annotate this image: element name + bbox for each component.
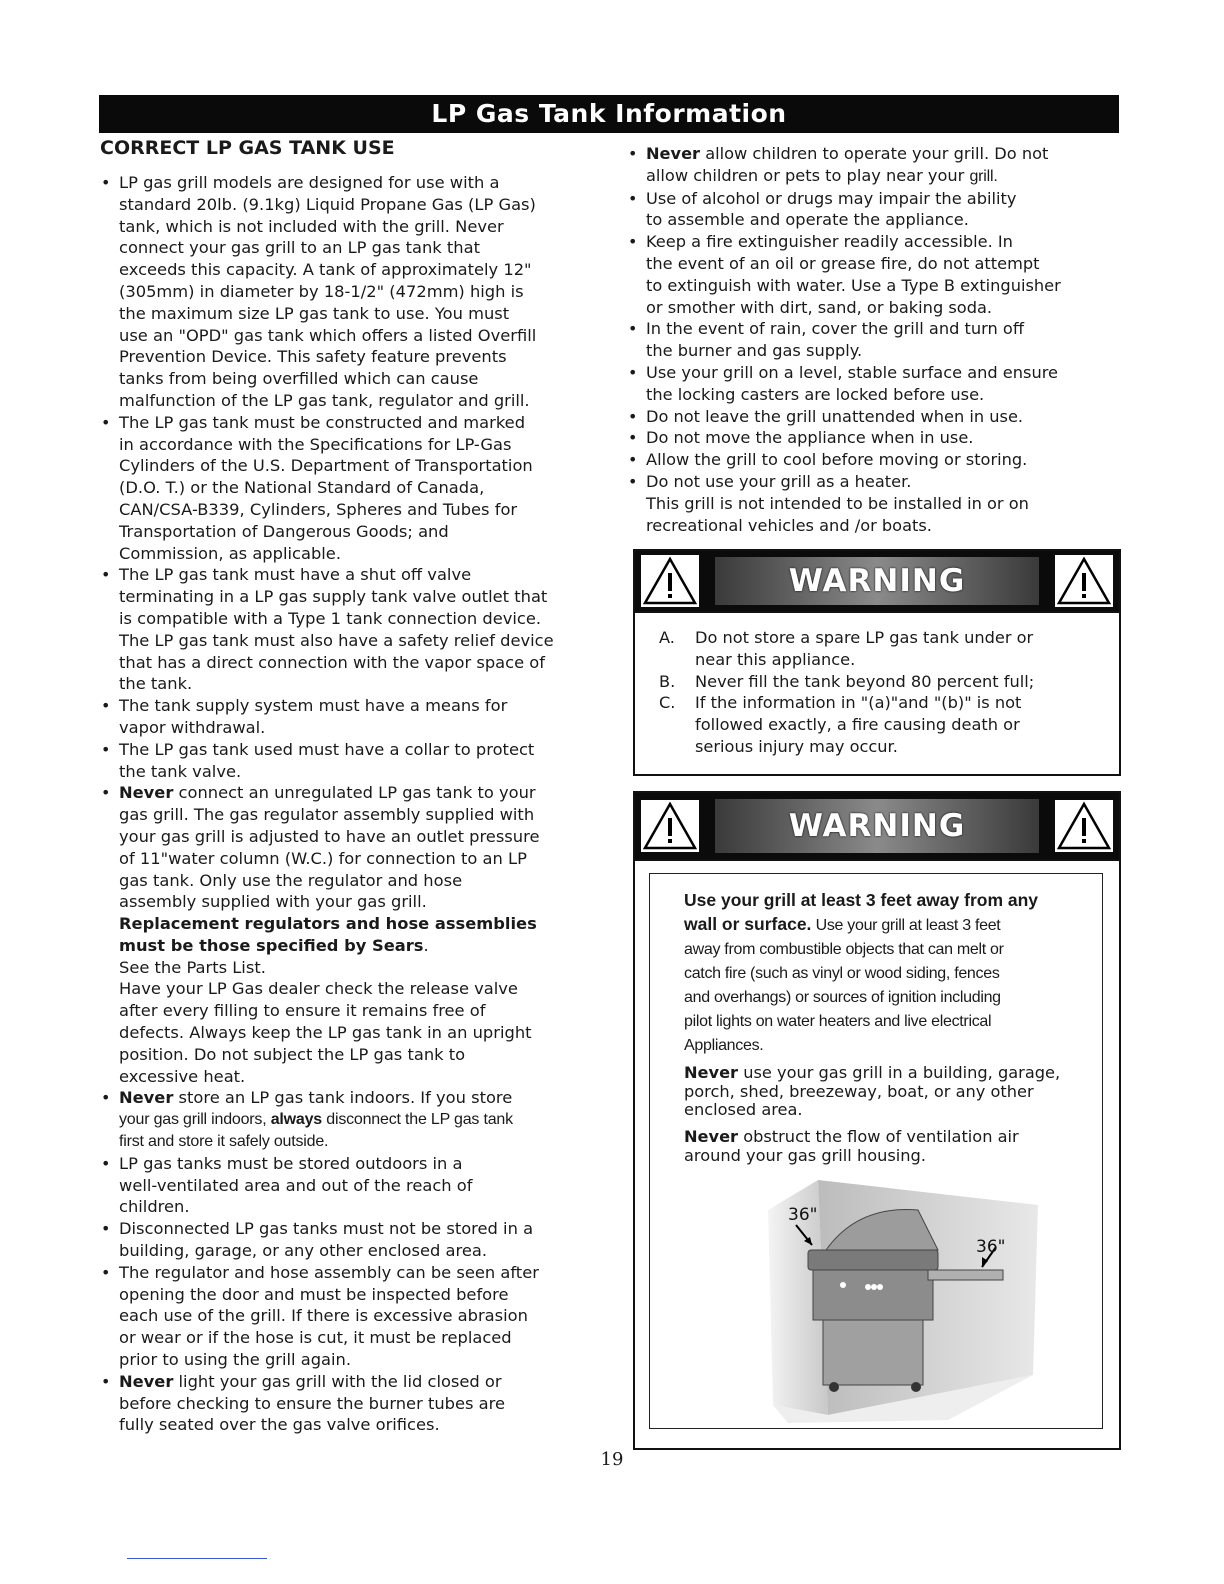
list-item: • The tank supply system must have a means for vapor withdrawal. bbox=[100, 695, 605, 739]
footer-rule bbox=[127, 1558, 267, 1559]
list-item: • In the event of rain, cover the grill and turn off the burner and gas supply. bbox=[627, 318, 1119, 362]
vehicle-note: This grill is not intended to be installed in or on recreational vehicles and /or boats. bbox=[646, 493, 1029, 535]
warning-item: B. Never fill the tank beyond 80 percent full; bbox=[659, 671, 1035, 691]
page-number: 19 bbox=[600, 1449, 624, 1470]
list-item: • Do not leave the grill unattended when in use. bbox=[627, 406, 1119, 428]
section-title: CORRECT LP GAS TANK USE bbox=[100, 137, 395, 159]
section-banner bbox=[99, 95, 1119, 133]
warning-box-tank bbox=[633, 549, 1121, 776]
list-item: • Never light your gas grill with the lid closed or before checking to ensure the burner tubes are fully seated over the gas valve orifices. bbox=[100, 1371, 605, 1436]
list-item: • Do not use your grill as a heater. bbox=[627, 471, 1119, 493]
list-item: • Use of alcohol or drugs may impair the ability to assemble and operate the appliance. bbox=[627, 188, 1119, 232]
list-item: • The regulator and hose assembly can be seen after opening the door and must be inspected before each use of the grill. If there is excessive abrasion or wear or if the hose is cut, it must be replaced prior to using the grill again. bbox=[100, 1262, 605, 1371]
warning-list bbox=[635, 627, 1119, 758]
list-item: • Keep a fire extinguisher readily accessible. In the event of an oil or grease fire, do not attempt to extinguish with water. Use a Type B extinguisher or smother with dirt, sand, or baking soda. bbox=[627, 231, 1119, 318]
warning-item: A. Do not store a spare LP gas tank under or near this appliance. bbox=[659, 628, 1034, 669]
right-column bbox=[627, 143, 1119, 536]
list-item: • Use your grill on a level, stable surface and ensure the locking casters are locked before use. bbox=[627, 362, 1119, 406]
list-item: • Do not move the appliance when in use. bbox=[627, 427, 1119, 449]
warning-header bbox=[635, 793, 1119, 861]
list-item: • The LP gas tank must have a shut off valve terminating in a LP gas supply tank valve outlet that is compatible with a Type 1 tank connection device. The LP gas tank must also have a safety relief device that has a direct connection with the vapor space of the tank. bbox=[100, 564, 605, 695]
warning-title: WARNING bbox=[788, 563, 966, 599]
list-item: • The LP gas tank used must have a collar to protect the tank valve. bbox=[100, 739, 605, 783]
warning-triangle-icon bbox=[1055, 800, 1113, 852]
clearance-right-label: 36" bbox=[976, 1237, 1006, 1257]
warning-title: WARNING bbox=[788, 808, 966, 844]
list-item: • The LP gas tank must be constructed and marked in accordance with the Specifications for LP-Gas Cylinders of the U.S. Department of Transportation (D.O. T.) or the National Standard of Canada, CAN/CSA-B339, Cylinders, Spheres and Tubes for Transportation of Dangerous Goods; and Commission, as applicable. bbox=[100, 412, 605, 565]
banner-title: LP Gas Tank Information bbox=[431, 99, 787, 128]
list-item: • Never store an LP gas tank indoors. If you store your gas grill indoors, always disconnect the LP gas tank first and store it safely outside. bbox=[100, 1087, 605, 1152]
grill-clearance-illustration bbox=[768, 1175, 1048, 1427]
list-item: • LP gas grill models are designed for use with a standard 20lb. (9.1kg) Liquid Propane Gas (LP Gas) tank, which is not included with the grill. Never connect your gas grill to an LP gas tank that exceeds this capacity. A tank of approximately 12" (305mm) in diameter by 18-1/2" (472mm) high is the maximum size LP gas tank to use. You must use an "OPD" gas tank which offers a listed Overfill Prevention Device. This safety feature prevents tanks from being overfilled which can cause malfunction of the LP gas tank, regulator and grill. bbox=[100, 172, 605, 412]
clearance-left-label: 36" bbox=[788, 1205, 818, 1225]
tank-use-list bbox=[100, 172, 605, 1436]
left-column bbox=[100, 136, 605, 1436]
warning-triangle-icon bbox=[1055, 555, 1113, 607]
list-item: • Allow the grill to cool before moving or storing. bbox=[627, 449, 1119, 471]
ventilation-warning: Never obstruct the flow of ventilation air around your gas grill housing. bbox=[684, 1127, 1019, 1165]
list-item: • Never connect an unregulated LP gas tank to your gas grill. The gas regulator assembly supplied with your gas grill is adjusted to have an outlet pressure of 11"water column (W.C.) for connection to an LP gas tank. Only use the regulator and hose assembly supplied with your gas grill. Replacement regulators and hose assemblies must be those specified by Sears. See the Parts List. Have your LP Gas dealer check the release valve after every filling to ensure it remains free of defects. Always keep the LP gas tank in an upright position. Do not subject the LP gas tank to excessive heat. bbox=[100, 782, 605, 1087]
enclosed-area-warning: Never use your gas grill in a building, garage, porch, shed, breezeway, boat, or any other enclosed area. bbox=[684, 1063, 1061, 1119]
list-item: • LP gas tanks must be stored outdoors in a well-ventilated area and out of the reach of children. bbox=[100, 1153, 605, 1218]
list-item: • Never allow children to operate your grill. Do not allow children or pets to play near your grill. bbox=[627, 143, 1119, 188]
safety-list bbox=[627, 143, 1119, 493]
clearance-text: Use your grill at least 3 feet away from any wall or surface. Use your grill at least 3 feet away from combustible objects that can melt or catch fire (such as vinyl or wood siding, fences and overhangs) or sources of ignition including pilot lights on water heaters and live electrical Appliances. bbox=[684, 890, 1039, 1054]
list-item: • Disconnected LP gas tanks must not be stored in a building, garage, or any other enclosed area. bbox=[100, 1218, 605, 1262]
warning-header bbox=[635, 551, 1119, 613]
warning-item: C. If the information in "(a)"and "(b)" is not followed exactly, a fire causing death or serious injury may occur. bbox=[659, 693, 1022, 756]
